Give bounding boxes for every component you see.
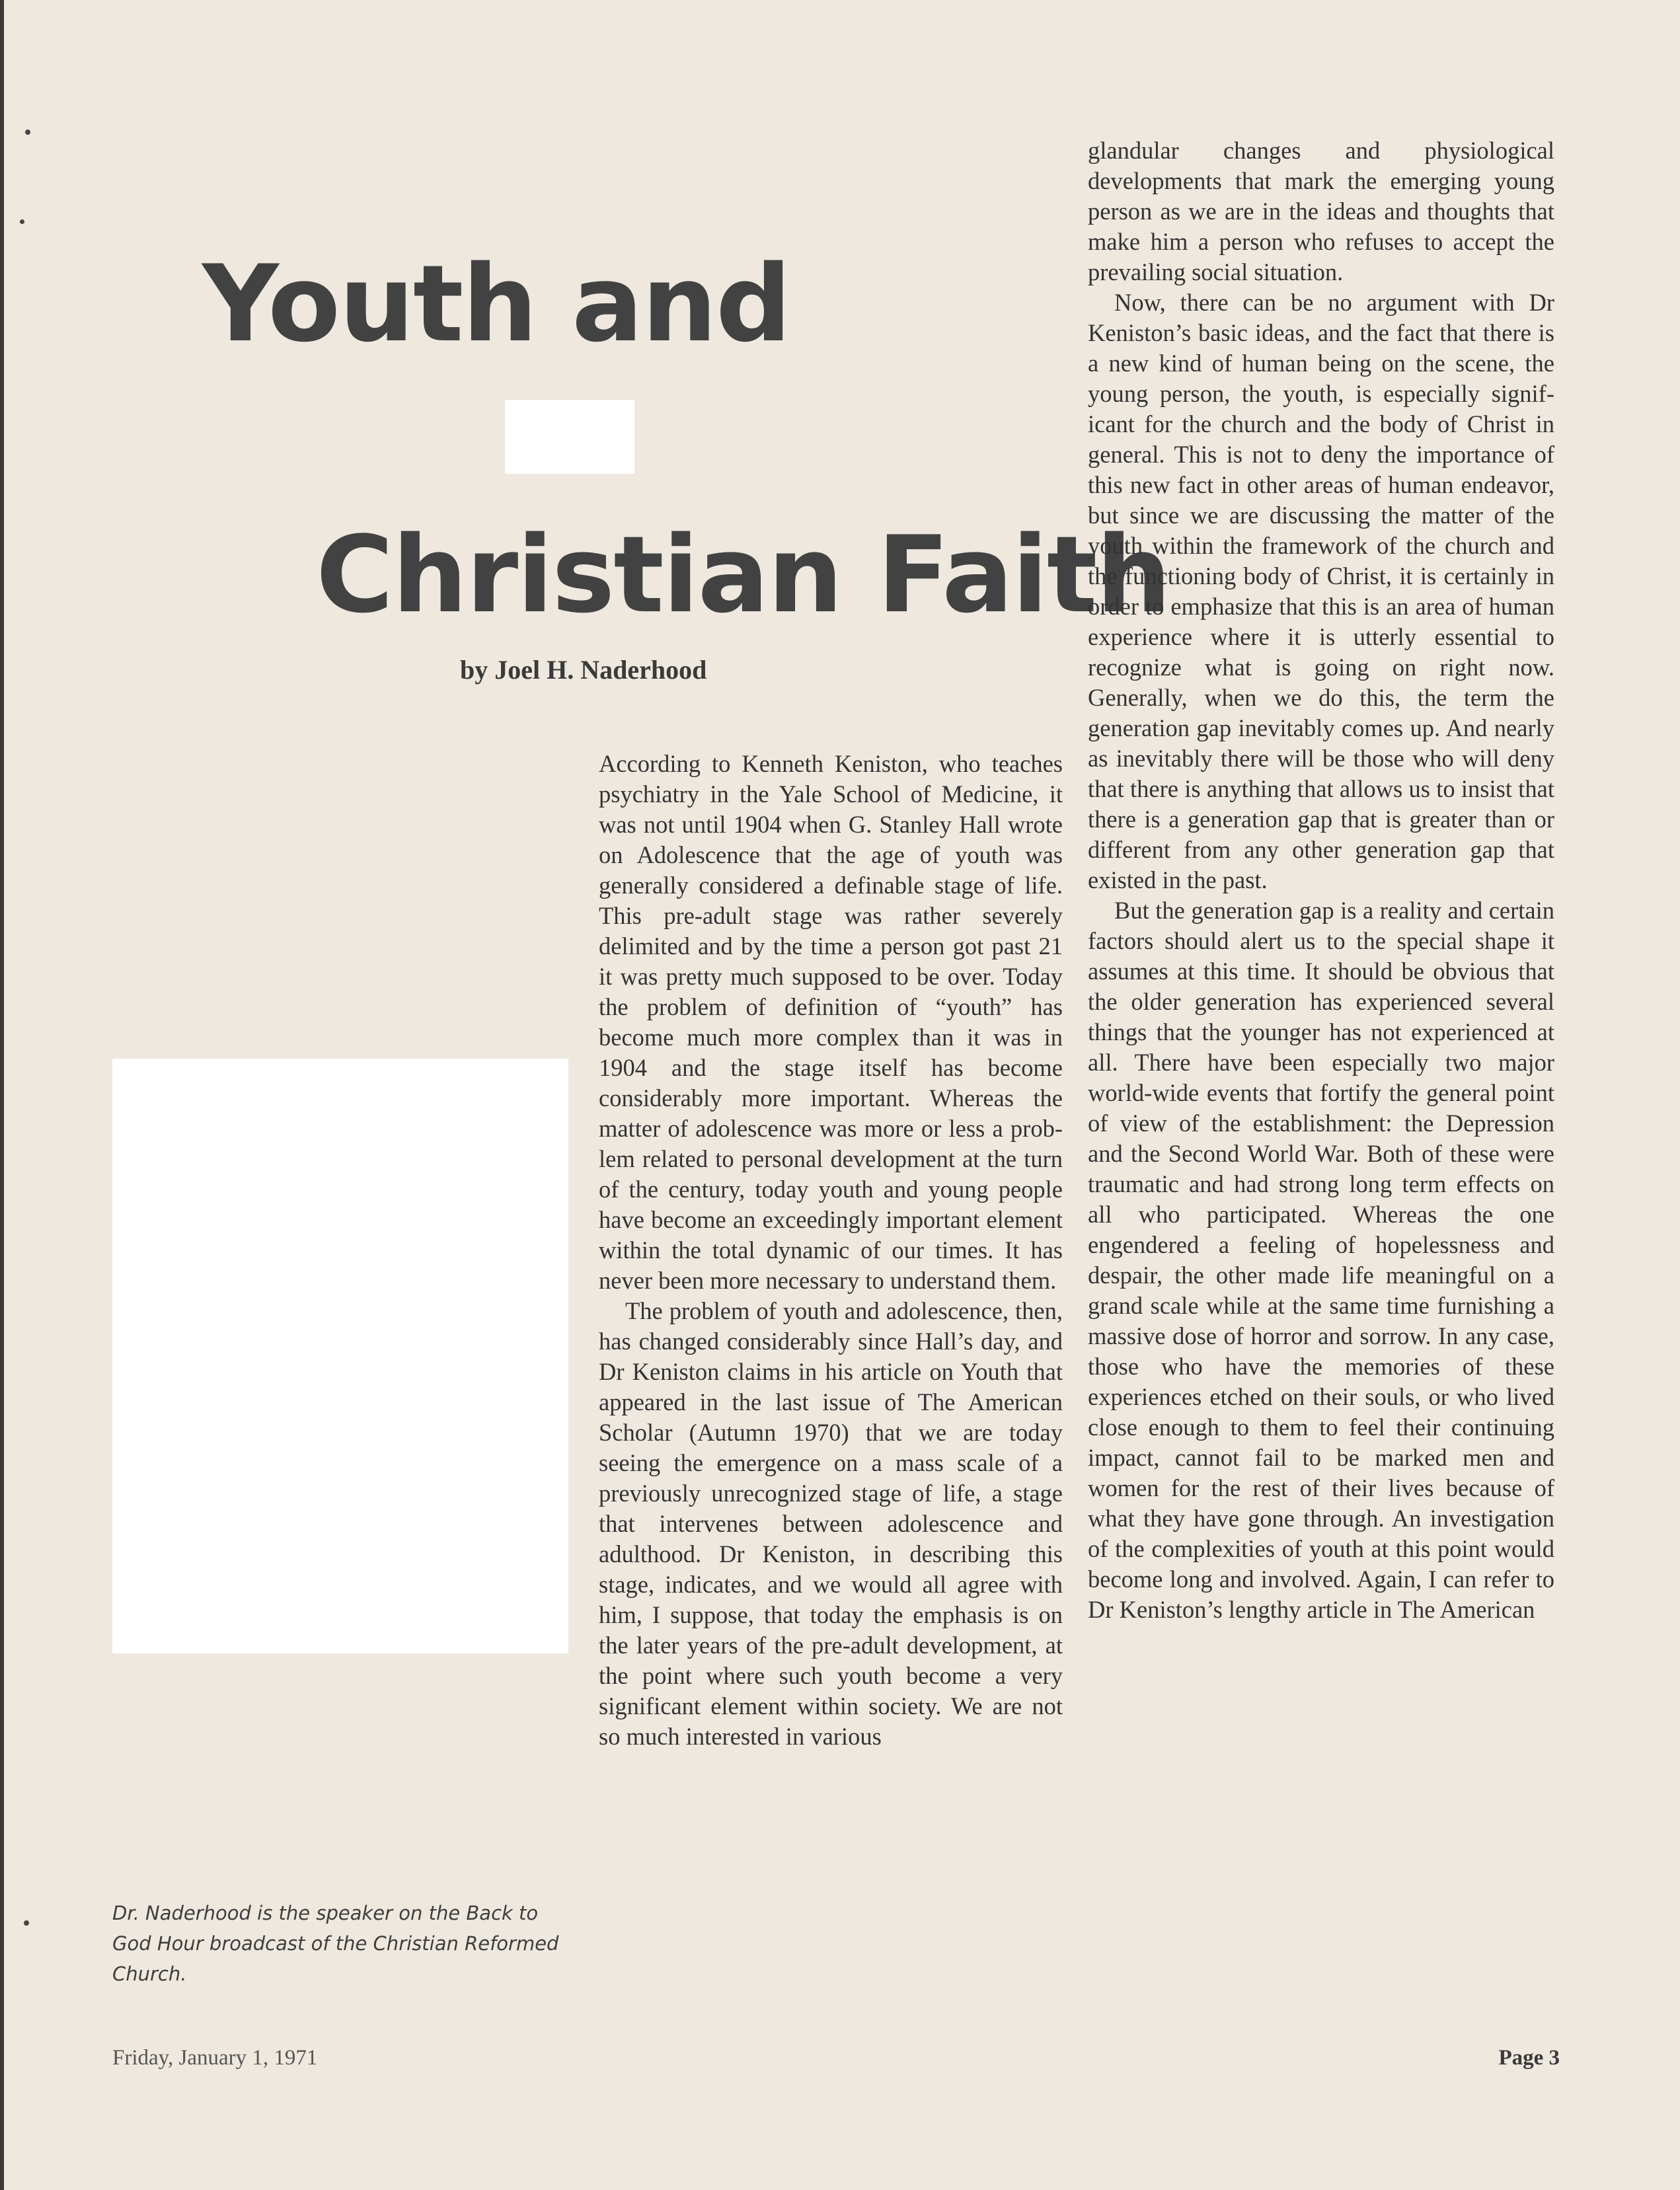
article-title-line1: Youth and — [202, 242, 790, 365]
print-speck — [25, 130, 30, 135]
photo-caption: Dr. Naderhood is the speaker on the Back to God Hour broadcast of the Christian Reformed Church. — [112, 1902, 559, 1985]
byline: by Joel H. Naderhood — [460, 655, 707, 685]
print-speck — [20, 219, 24, 224]
page-edge — [0, 0, 4, 2190]
article-column-left — [599, 749, 1063, 1752]
page-number: Page 3 — [1498, 2046, 1560, 2070]
paragraph: According to Kenneth Keniston, who teaches psychiatry in the Yale School of Medicine, it was not until 1904 when G. Stanley Hall wrote on Adolescence that the age of youth was generally considered a definable stage of life. This pre-adult stage was rather severely delimited and by the time a person got past 21 it was pretty much supposed to be over. Today the problem of definition of “youth” has become much more complex than it was in 1904 and the stage itself has become considerably more important. Whereas the matter of adolescence was more or less a problem related to personal development at the turn of the century, today youth and young people have become an exceedingly important element within the total dynamic of our times. It has never been more necessary to understand them. — [599, 750, 1063, 1294]
print-speck — [24, 1920, 29, 1926]
article-column-right — [1088, 135, 1554, 1625]
footer-date: Friday, January 1, 1971 — [112, 2046, 318, 2070]
author-photo-placeholder — [112, 1059, 568, 1653]
article-title-line2: Christian Faith — [316, 513, 1170, 636]
paragraph: The problem of youth and adolescence, then, has changed considerably since Hall’s day, and Dr Keniston claims in his article on Youth that appeared in the last issue of The American Scholar (Autumn 1970) that we are today seeing the emergence on a mass scale of a previously unrecognized stage of life, a stage that intervenes between adolescence and adulthood. Dr Keniston, in describing this stage, indicates, and we would all agree with him, I suppose, that today the emphasis is on the later years of the pre-adult development, at the point where such youth become a very significant element within society. We are not so much interested in various — [599, 1297, 1063, 1750]
paragraph: Now, there can be no argument with Dr Keniston’s basic ideas, and the fact that there is a new kind of human being on the scene, the young person, the youth, is especially significant for the church and the body of Christ in general. This is not to deny the importance of this new fact in other areas of human endeavor, but since we are discussing the matter of the youth within the framework of the church and the functioning body of Christ, it is certainly in order to emphasize that this is an area of human experience where it is utterly essential to recognize what is going on right now. Generally, when we do this, the term the generation gap inevitably comes up. And nearly as inevitably there will be those who will deny that there is anything that allows us to insist that there is a generation gap that is greater than or different from any other generation gap that existed in the past. — [1088, 289, 1554, 893]
paragraph: glandular changes and physiological developments that mark the emerging young person as we are in the ideas and thoughts that make him a person who refuses to accept the prevailing social situation. — [1088, 137, 1554, 285]
paragraph: But the generation gap is a reality and certain factors should alert us to the special shape it assumes at this time. It should be obvious that the older generation has experienced several things that the younger has not experienced at all. There have been especially two major world-wide events that fortify the general point of view of the establishment: the Depression and the Second World War. Both of these were traumatic and had strong long term effects on all who participated. Whereas the one engendered a feeling of hopelessness and despair, the other made life meaningful on a grand scale while at the same time furnishing a massive dose of horror and sorrow. In any case, those who have the memories of these experiences etched on their souls, or who lived close enough to them to feel their continuing impact, cannot fail to be marked men and women for the rest of their lives because of what they have gone through. An investigation of the complexities of youth at this point would become long and involved. Again, I can refer to Dr Keniston’s lengthy article in The American — [1088, 897, 1554, 1623]
redacted-area — [505, 400, 634, 474]
